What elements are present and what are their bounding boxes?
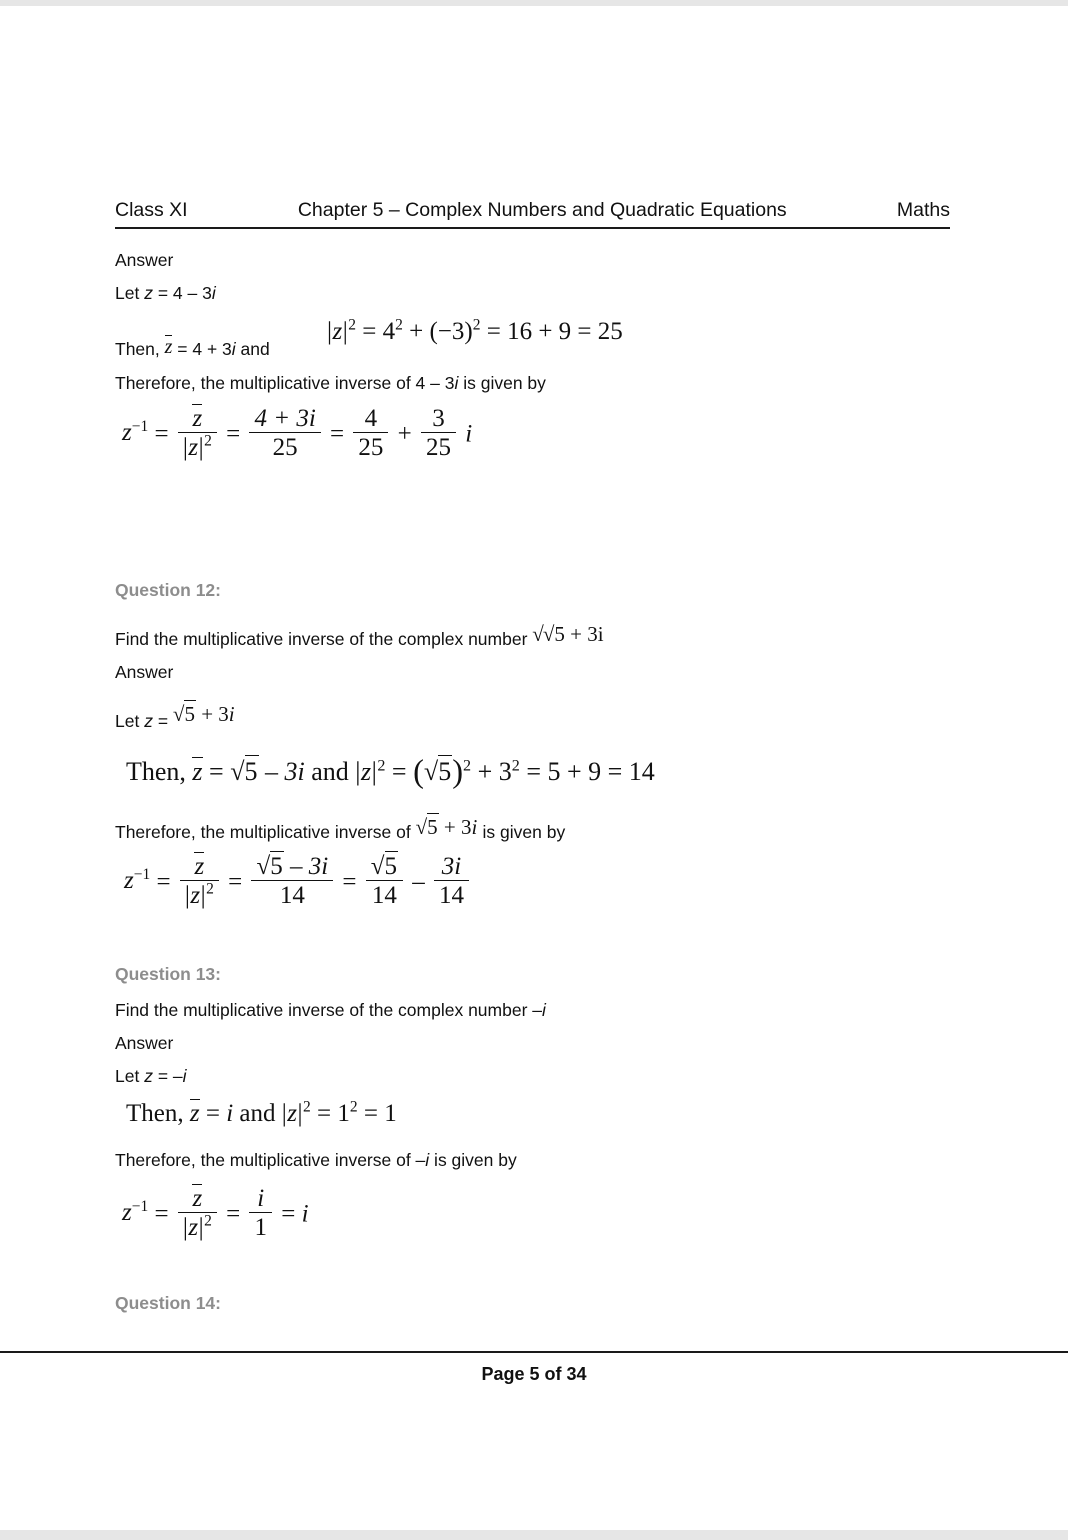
q13-let-eq: = – — [152, 1066, 183, 1086]
q13-let-var: z — [144, 1066, 153, 1086]
q12-therefore-pre: Therefore, the multiplicative inverse of — [115, 822, 411, 842]
q12-frac-3i-over-14: $\frac{3i}{14}$ — [434, 853, 469, 909]
q13-let-line — [115, 1065, 187, 1089]
q13-therefore-post: is given by — [429, 1150, 517, 1170]
q13-answer-label: Answer — [115, 1033, 174, 1053]
q11-let-rest: = 4 – 3 — [152, 283, 212, 303]
q11-frac-4-over-25: $\frac{4}{25}$ — [353, 405, 388, 461]
footer-page-number: Page 5 of 34 — [481, 1364, 587, 1384]
header-class-label: Class XI — [115, 199, 188, 221]
header-subject-label: Maths — [896, 199, 950, 221]
q12-let-var: z — [144, 711, 153, 731]
q12-answer-label: Answer — [115, 662, 174, 682]
q11-answer-label: Answer — [115, 250, 174, 270]
q13-therefore-line — [115, 1149, 517, 1173]
q13-result-equation: $z^{-1}$ = $\frac{z}{|z|^2}$ = $\frac{i}{1}$ = i — [122, 1184, 309, 1241]
q12-result-equation: $z^{-1}$ = $\frac{z}{|z|^2}$ = $\frac{√5 - 3i}{14}$ = $\frac{√5}{14}$ – $\frac{3i}{14}$ — [124, 854, 472, 911]
q13-question-pre: Find the multiplicative inverse of the complex number – — [115, 1000, 543, 1020]
q13-therefore-i: i — [425, 1150, 430, 1170]
q11-result-equation: $z^{-1}$ = $\frac{z}{|z|^2}$ = $\frac{4 + 3i}{25}$ = $\frac{4}{25}$ + $\frac{3}{25}$ i — [122, 404, 473, 461]
q13-frac-i-over-1: $\frac{i}{1}$ — [249, 1185, 272, 1241]
q13-then-line: Then, z = i and $|z|^2 = 1^2 = 1$ — [126, 1098, 397, 1127]
question-14-heading: Question 14: — [115, 1293, 221, 1313]
question-13-heading: Question 13: — [115, 964, 221, 984]
footer-divider — [0, 1351, 1068, 1353]
q12-let-math: √5 + 3i — [172, 702, 235, 726]
q12-frac-sqrt5-over-14: $\frac{√5}{14}$ — [366, 853, 403, 909]
q11-therefore-post: is given by — [458, 373, 546, 393]
q13-therefore-pre: Therefore, the multiplicative inverse of – — [115, 1150, 426, 1170]
q13-question-text — [115, 999, 546, 1023]
q11-then-and: and — [235, 339, 270, 359]
q11-let-i: i — [211, 283, 216, 303]
q12-then-line: Then, z = √5 – 3i and $|z|^2 = (√5)^2 + 3^2 = 5 + 9 = 14$ — [126, 754, 655, 790]
q12-frac-conj-over-mod: $\frac{z}{|z|^2}$ — [180, 852, 219, 909]
q11-therefore-i: i — [454, 373, 459, 393]
q11-z-bar: z — [164, 336, 173, 358]
q11-frac-conj-over-mod: $\frac{z}{|z|^2}$ — [178, 404, 217, 461]
q11-modulus-expression: $|z|^2 = 4^2 + (-3)^2 = 16 + 9 = 25$ — [327, 316, 623, 345]
q13-question-i: i — [542, 1000, 546, 1020]
q12-question-math: √√5 + 3i — [532, 622, 604, 646]
q12-therefore-line — [115, 817, 565, 845]
q11-then-mid: = 4 + 3 — [172, 339, 232, 359]
q12-let-pre: Let — [115, 711, 145, 731]
question-12-heading: Question 12: — [115, 580, 221, 600]
q11-then-prefix: Then, — [115, 339, 165, 359]
q11-therefore-pre: Therefore, the multiplicative inverse of 4 – 3 — [115, 373, 455, 393]
q13-let-pre: Let — [115, 1066, 145, 1086]
q13-frac-conj-over-mod: $\frac{z}{|z|^2}$ — [178, 1184, 217, 1241]
q11-let-prefix: Let — [115, 283, 145, 303]
page-header — [115, 199, 950, 229]
q12-therefore-math: √5 + 3i — [415, 815, 478, 839]
header-chapter-label: Chapter 5 – Complex Numbers and Quadratic Equations — [297, 199, 787, 221]
q12-question-text — [115, 624, 604, 652]
q11-then-line — [115, 336, 270, 363]
q12-let-eq: = — [152, 711, 173, 731]
q11-frac-4plus3i-over-25: $\frac{4 + 3i}{25}$ — [249, 405, 320, 461]
q11-therefore-line — [115, 372, 546, 396]
q11-let-var: z — [144, 283, 153, 303]
q12-therefore-post: is given by — [482, 822, 566, 842]
q11-let-line — [115, 282, 216, 306]
q12-frac-sqrt5minus3i-over-14: $\frac{√5 - 3i}{14}$ — [251, 853, 333, 909]
q11-then-i: i — [231, 339, 236, 359]
q12-question-pre: Find the multiplicative inverse of the complex number — [115, 629, 528, 649]
q11-frac-3-over-25: $\frac{3}{25}$ — [421, 405, 456, 461]
q12-let-line — [115, 702, 235, 734]
document-page — [0, 6, 1068, 1530]
q13-let-i: i — [182, 1066, 187, 1086]
